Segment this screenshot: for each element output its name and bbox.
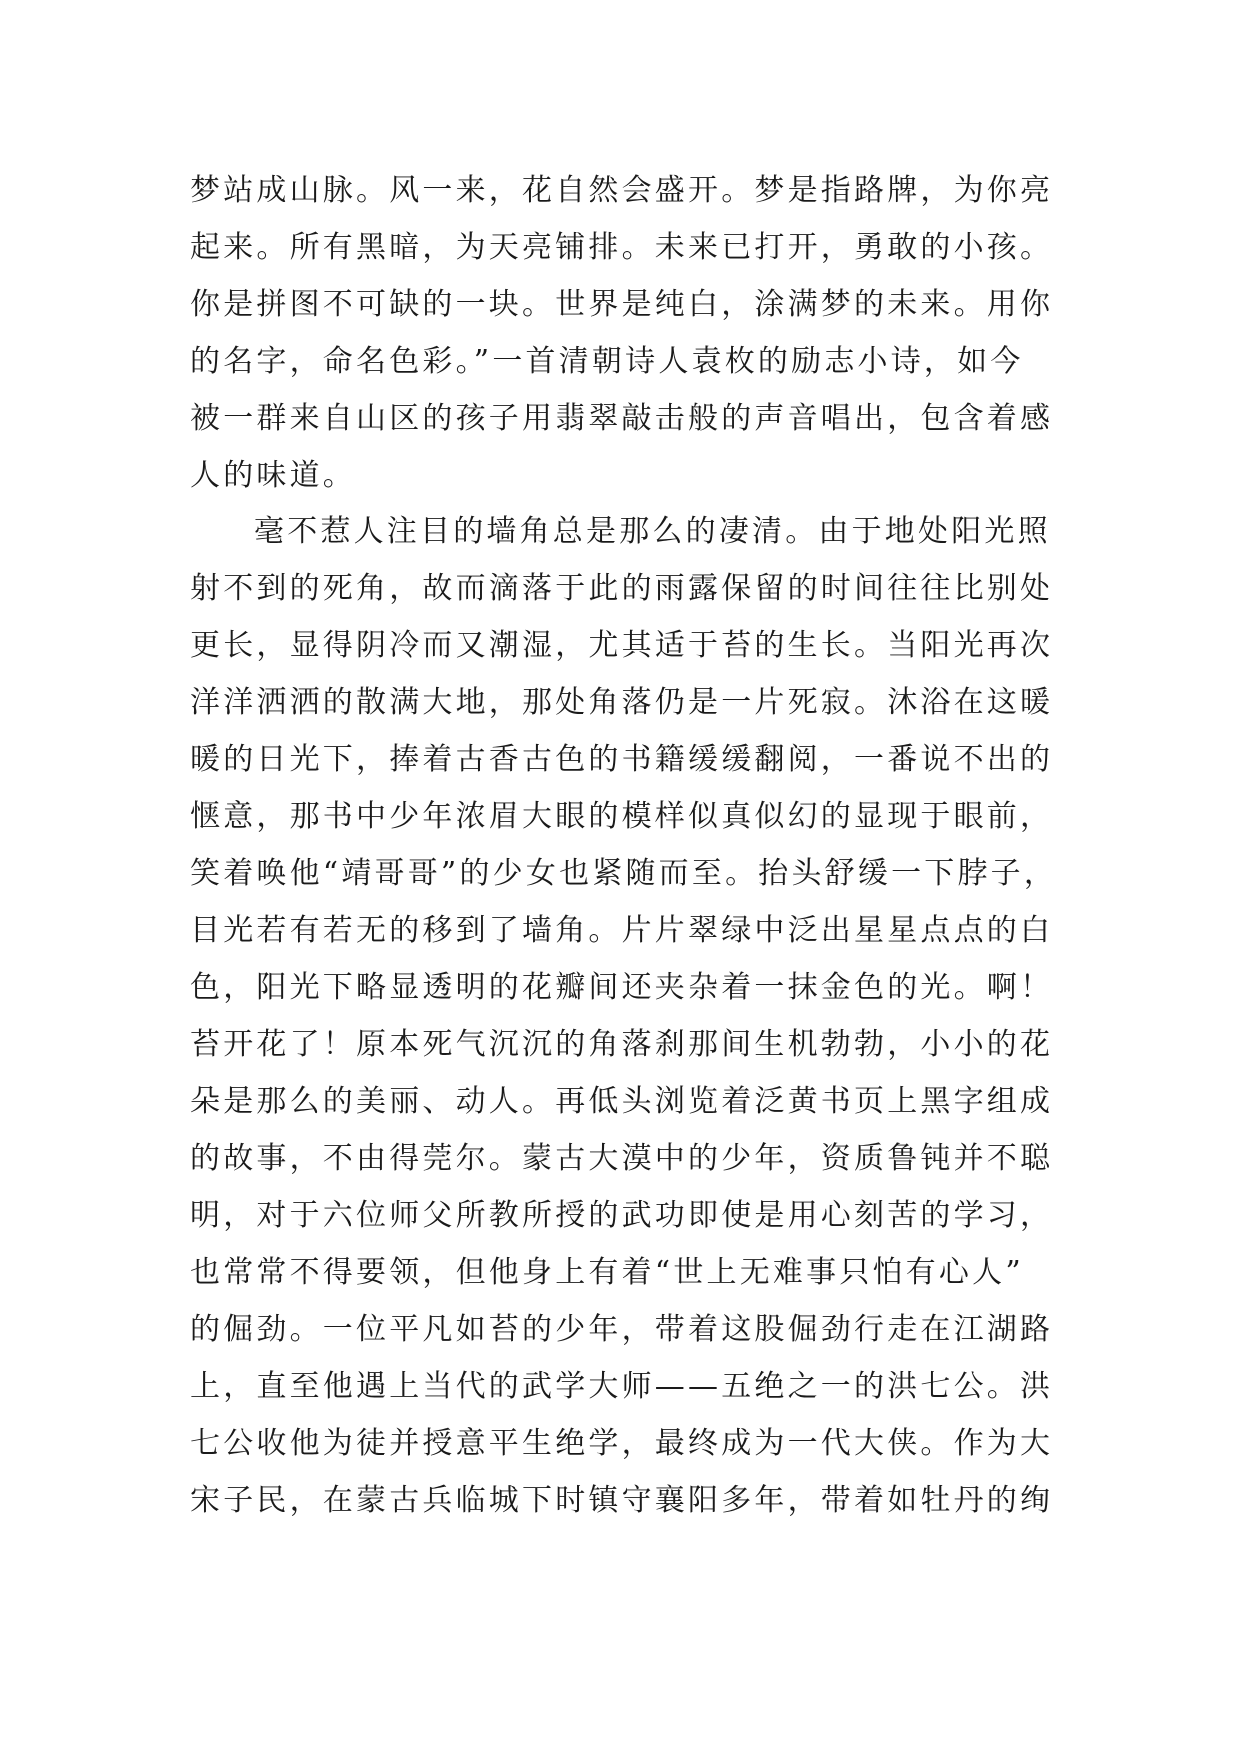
paragraph-2-line-5: 暖的日光下，捧着古香古色的书籍缓缓翻阅，一番说不出的 bbox=[190, 742, 1054, 777]
paragraph-2-line-10: 苔开花了！原本死气沉沉的角落刹那间生机勃勃，小小的花 bbox=[190, 1027, 1054, 1062]
paragraph-2-line-4: 洋洋洒洒的散满大地，那处角落仍是一片死寂。沐浴在这暖 bbox=[190, 685, 1054, 720]
paragraph-1-line-6: 人的味道。 bbox=[190, 458, 356, 493]
paragraph-2-line-9: 色，阳光下略显透明的花瓣间还夹杂着一抹金色的光。啊！ bbox=[190, 970, 1054, 1005]
paragraph-1-line-4: 的名字，命名色彩。”一首清朝诗人袁枚的励志小诗，如今 bbox=[190, 344, 1024, 379]
paragraph-1-line-5: 被一群来自山区的孩子用翡翠敲击般的声音唱出，包含着感 bbox=[190, 401, 1054, 436]
paragraph-2 bbox=[190, 503, 1070, 1529]
paragraph-2-line-14: 也常常不得要领，但他身上有着“世上无难事只怕有心人” bbox=[190, 1255, 1024, 1290]
paragraph-2-line-15: 的倔劲。一位平凡如苔的少年，带着这股倔劲行走在江湖路 bbox=[190, 1312, 1054, 1347]
paragraph-2-line-6: 惬意，那书中少年浓眉大眼的模样似真似幻的显现于眼前， bbox=[190, 799, 1054, 834]
paragraph-1-line-1: 梦站成山脉。风一来，花自然会盛开。梦是指路牌，为你亮 bbox=[190, 173, 1054, 208]
paragraph-2-line-11: 朵是那么的美丽、动人。再低头浏览着泛黄书页上黑字组成 bbox=[190, 1084, 1054, 1119]
paragraph-1-line-3: 你是拼图不可缺的一块。世界是纯白，涂满梦的未来。用你 bbox=[190, 287, 1054, 322]
paragraph-2-line-13: 明，对于六位师父所教所授的武功即使是用心刻苦的学习， bbox=[190, 1198, 1054, 1233]
paragraph-1 bbox=[190, 162, 1070, 504]
paragraph-2-line-18: 宋子民，在蒙古兵临城下时镇守襄阳多年，带着如牡丹的绚 bbox=[190, 1483, 1054, 1518]
paragraph-2-line-17: 七公收他为徒并授意平生绝学，最终成为一代大侠。作为大 bbox=[190, 1426, 1054, 1461]
paragraph-2-line-8: 目光若有若无的移到了墙角。片片翠绿中泛出星星点点的白 bbox=[190, 913, 1054, 948]
paragraph-2-line-16: 上，直至他遇上当代的武学大师——五绝之一的洪七公。洪 bbox=[190, 1369, 1054, 1404]
paragraph-2-line-3: 更长，显得阴冷而又潮湿，尤其适于苔的生长。当阳光再次 bbox=[190, 628, 1054, 663]
paragraph-1-line-2: 起来。所有黑暗，为天亮铺排。未来已打开，勇敢的小孩。 bbox=[190, 230, 1054, 265]
paragraph-2-line-7: 笑着唤他“靖哥哥”的少女也紧随而至。抬头舒缓一下脖子， bbox=[190, 856, 1058, 891]
paragraph-2-line-12: 的故事，不由得莞尔。蒙古大漠中的少年，资质鲁钝并不聪 bbox=[190, 1141, 1054, 1176]
paragraph-2-line-1: 毫不惹人注目的墙角总是那么的凄清。由于地处阳光照 bbox=[254, 514, 1051, 549]
paragraph-2-line-2: 射不到的死角，故而滴落于此的雨露保留的时间往往比别处 bbox=[190, 571, 1054, 606]
